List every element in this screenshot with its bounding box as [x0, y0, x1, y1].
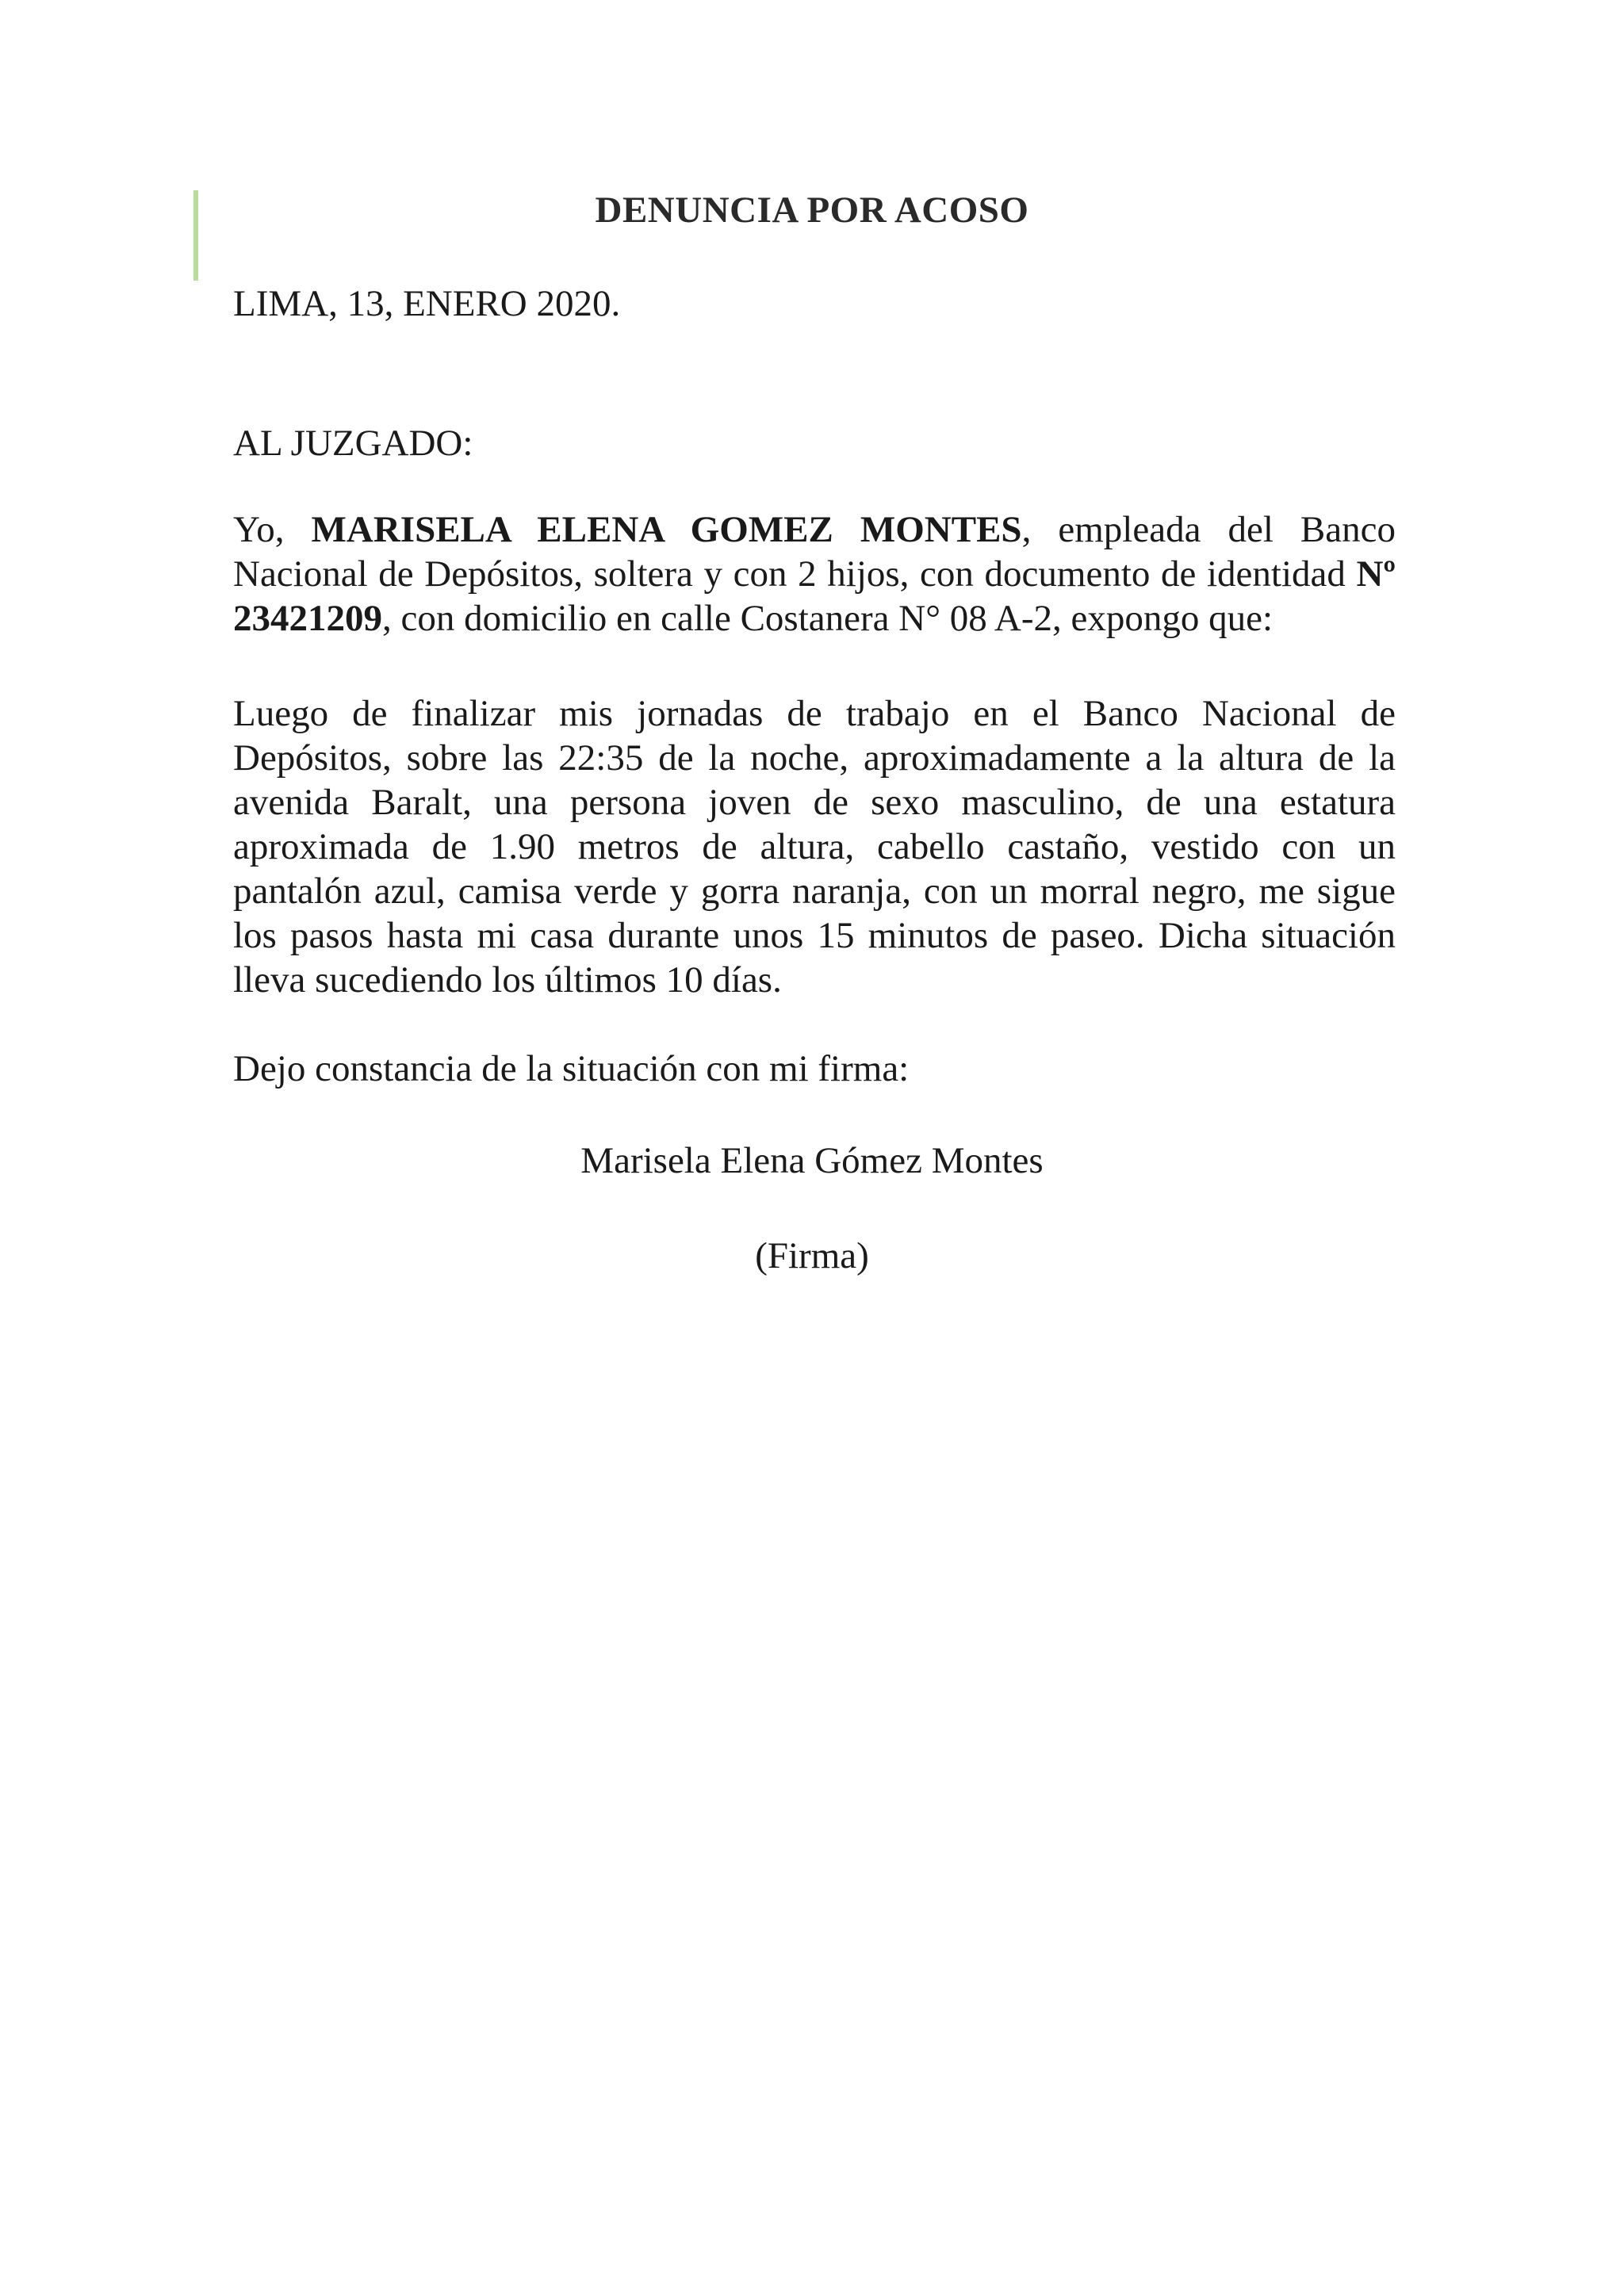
intro-suffix: , con domicilio en calle Costanera N° 08 A-2, expongo que:	[382, 598, 1274, 639]
intro-mid: , empleada del Banco Nacional de Depósitos, soltera y con 2 hijos, con documento de identidad	[233, 509, 1396, 595]
recipient-line: AL JUZGADO:	[233, 423, 473, 464]
complainant-name: MARISELA ELENA GOMEZ MONTES	[311, 509, 1022, 550]
signature-name: Marisela Elena Gómez Montes	[580, 1140, 1044, 1181]
intro-prefix: Yo,	[233, 509, 312, 550]
id-number: Nº 23421209	[233, 553, 1396, 639]
intro-paragraph	[233, 507, 1396, 641]
body-paragraph: Luego de finalizar mis jornadas de trabajo en el Banco Nacional de Depósitos, sobre las 22:35 de la noche, aproximadamente a la altura de la avenida Baralt, una persona joven de sexo masculino, de una estatura aproximada de 1.90 metros de altura, cabello castaño, vestido con un pantalón azul, camisa verde y gorra naranja, con un morral negro, me sigue los pasos hasta mi casa durante unos 15 minutos de paseo. Dicha situación lleva sucediendo los últimos 10 días.	[233, 693, 1396, 1001]
date-line: LIMA, 13, ENERO 2020.	[233, 283, 621, 324]
signature-label: (Firma)	[755, 1235, 869, 1276]
document-title: DENUNCIA POR ACOSO	[595, 189, 1029, 231]
closing-line: Dejo constancia de la situación con mi firma:	[233, 1048, 910, 1089]
